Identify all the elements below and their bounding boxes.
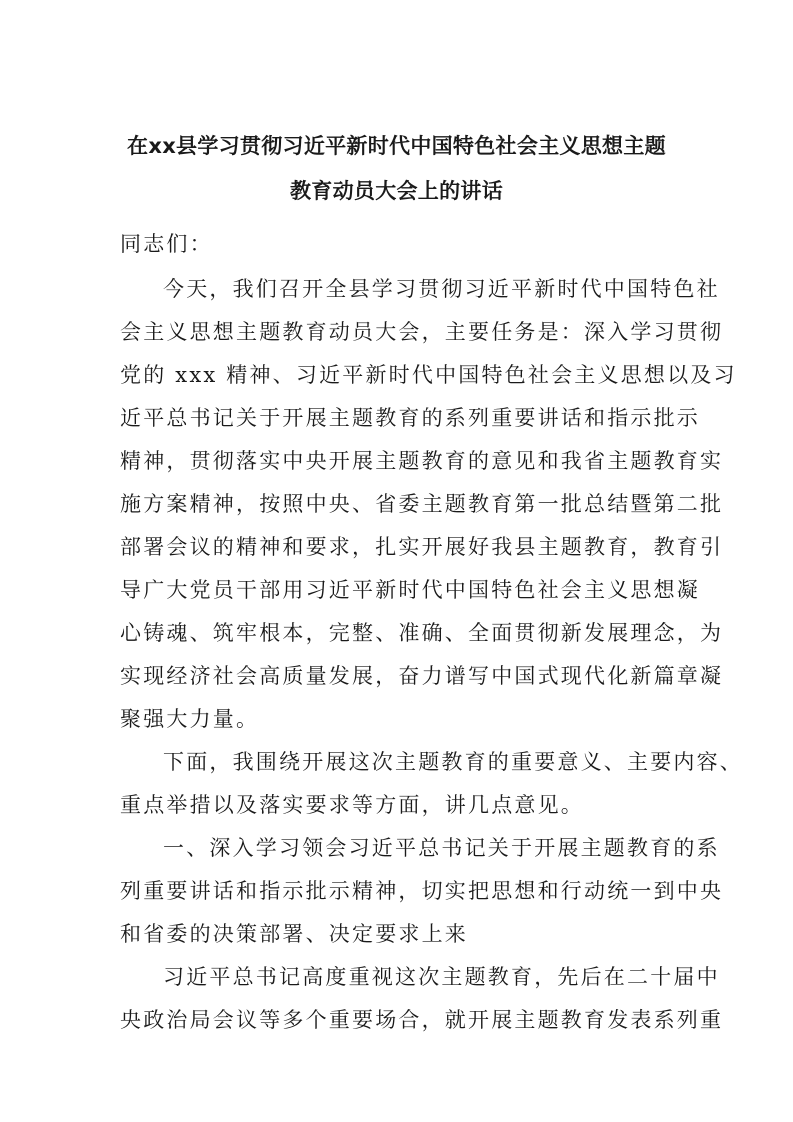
paragraph-line: 部署会议的精神和要求，扎实开展好我县主题教育，教育引 — [120, 535, 724, 559]
paragraph-line: 央政治局会议等多个重要场合，就开展主题教育发表系列重 — [120, 1008, 724, 1032]
paragraph-line: 今天，我们召开全县学习贯彻习近平新时代中国特色社 — [163, 277, 720, 301]
section-heading-line: 列重要讲话和指示批示精神，切实把思想和行动统一到中央 — [120, 879, 724, 903]
paragraph-line: 近平总书记关于开展主题教育的系列重要讲话和指示批示 — [120, 406, 700, 430]
paragraph-line: 实现经济社会高质量发展，奋力谱写中国式现代化新篇章凝 — [120, 664, 724, 688]
paragraph-line: 聚强大力量。 — [120, 707, 260, 731]
document-title-line-1: 在xx县学习贯彻习近平新时代中国特色社会主义思想主题 — [127, 134, 666, 158]
section-heading-line: 一、深入学习领会习近平总书记关于开展主题教育的系 — [163, 836, 720, 860]
paragraph-line: 心铸魂、筑牢根本，完整、准确、全面贯彻新发展理念，为 — [120, 621, 724, 645]
paragraph-line: 党的 xxx 精神、习近平新时代中国特色社会主义思想以及习 — [120, 363, 737, 387]
paragraph-line: 习近平总书记高度重视这次主题教育，先后在二十届中 — [163, 965, 720, 989]
document-title-line-2: 教育动员大会上的讲话 — [290, 179, 503, 203]
paragraph-line: 重点举措以及落实要求等方面，讲几点意见。 — [120, 793, 584, 817]
salutation: 同志们： — [120, 232, 213, 256]
paragraph-line: 会主义思想主题教育动员大会，主要任务是：深入学习贯彻 — [120, 320, 724, 344]
paragraph-line: 精神，贯彻落实中央开展主题教育的意见和我省主题教育实 — [120, 449, 724, 473]
paragraph-line: 下面，我围绕开展这次主题教育的重要意义、主要内容、 — [163, 750, 743, 774]
paragraph-line: 施方案精神，按照中央、省委主题教育第一批总结暨第二批 — [120, 492, 724, 516]
section-heading-line: 和省委的决策部署、决定要求上来 — [120, 922, 468, 946]
paragraph-line: 导广大党员干部用习近平新时代中国特色社会主义思想凝 — [120, 578, 700, 602]
